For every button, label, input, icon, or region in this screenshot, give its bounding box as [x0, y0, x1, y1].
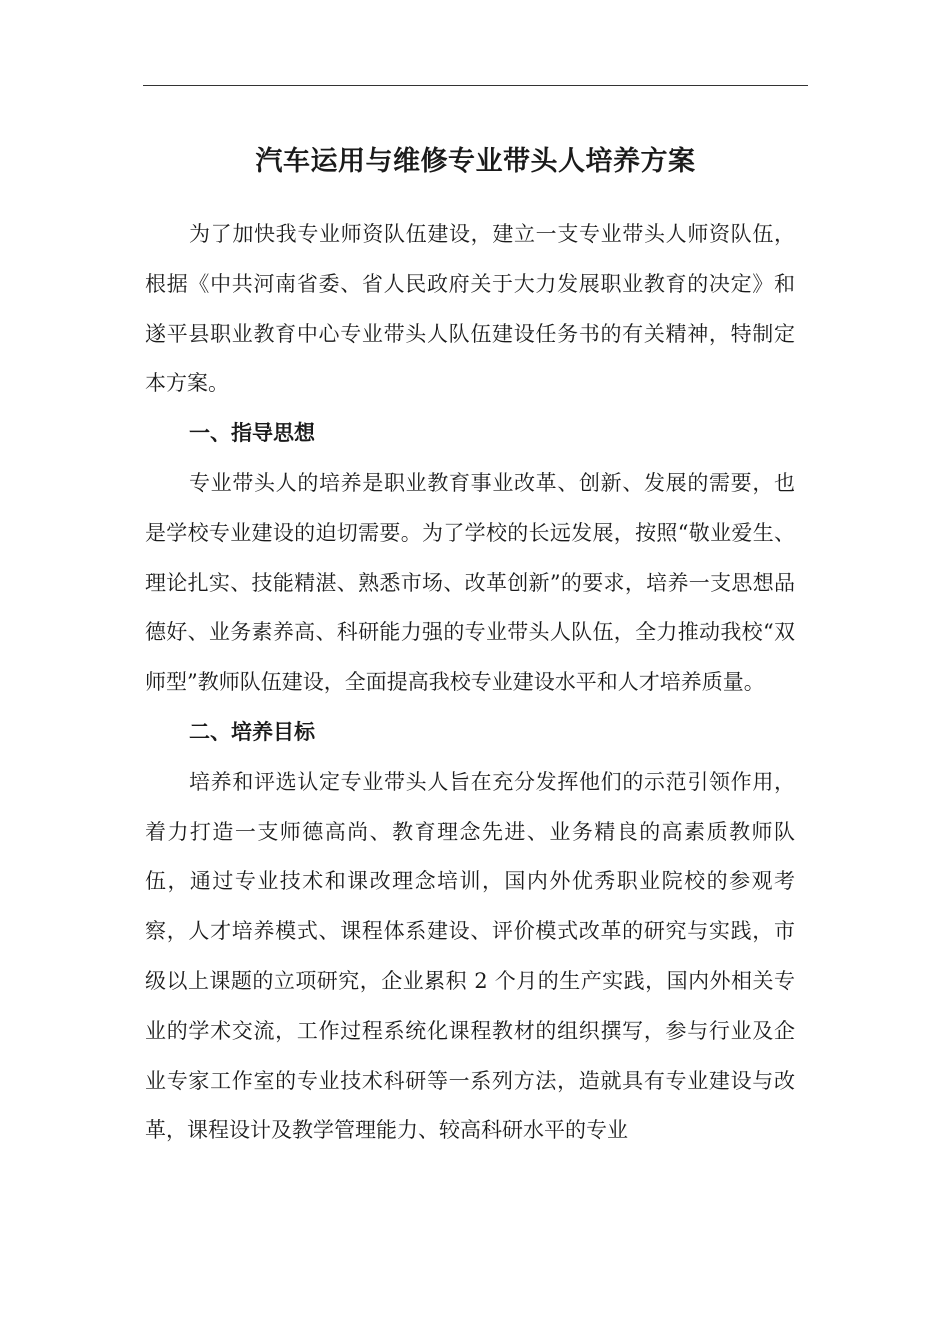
header-rule	[143, 85, 808, 86]
section-heading-guiding-ideology: 一、指导思想	[189, 421, 315, 446]
intro-paragraph: 为了加快我专业师资队伍建设，建立一支专业带头人师资队伍，根据《中共河南省委、省人民政府关于大力发展职业教育的决定》和遂平县职业教育中心专业带头人队伍建设任务书的有关精神，特制定本方案。	[145, 222, 795, 396]
document-body	[145, 210, 795, 1156]
section-heading-training-goals: 二、培养目标	[189, 719, 315, 744]
section-paragraph-guiding-ideology: 专业带头人的培养是职业教育事业改革、创新、发展的需要，也是学校专业建设的迫切需要。为了学校的长远发展，按照“敬业爱生、理论扎实、技能精湛、熟悉市场、改革创新”的要求，培养一支思想品德好、业务素养高、科研能力强的专业带头人队伍，全力推动我校“双师型”教师队伍建设，全面提高我校专业建设水平和人才培养质量。	[145, 470, 795, 695]
section-paragraph-training-goals: 培养和评选认定专业带头人旨在充分发挥他们的示范引领作用，着力打造一支师德高尚、教育理念先进、业务精良的高素质教师队伍，通过专业技术和课改理念培训，国内外优秀职业院校的参观考察，人才培养模式、课程体系建设、评价模式改革的研究与实践，市级以上课题的立项研究，企业累积 2 个月的生产实践，国内外相关专业的学术交流，工作过程系统化课程教材的组织撰写，参与行业及企业专家工作室的专业技术科研等一系列方法，造就具有专业建设与改革，课程设计及教学管理能力、较高科研水平的专业	[145, 769, 795, 1143]
document-title: 汽车运用与维修专业带头人培养方案	[255, 146, 696, 177]
